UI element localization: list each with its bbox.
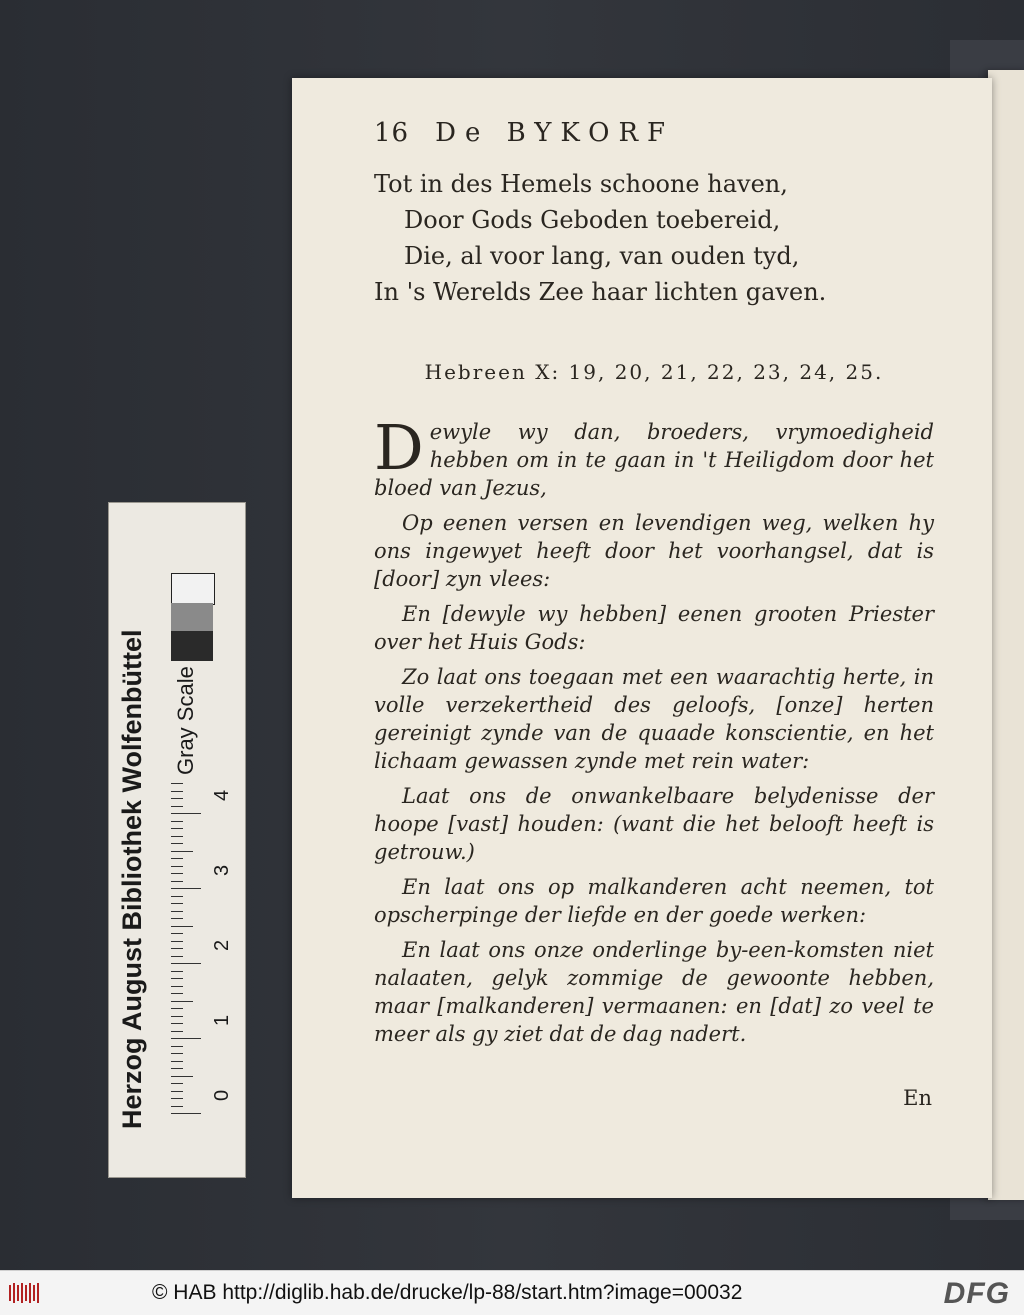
ruler-tick [171,956,183,957]
ruler-tick [171,896,183,897]
ruler-tick [171,798,183,799]
ruler-tick [171,1061,183,1062]
gray-scale-ruler [108,502,246,1178]
verse-line: In 's Werelds Zee haar lichten gaven. [374,278,827,306]
gray-swatch-light [171,573,215,605]
dfg-logo: DFG [943,1277,1010,1310]
running-title: De BYKORF [435,118,675,148]
ruler-number: 2 [211,939,233,951]
paragraph [374,411,934,502]
ruler-tick [171,1113,201,1114]
ruler-tick [171,926,193,927]
gray-scale-label: Gray Scale [173,666,198,775]
verse-line: Tot in des Hemels schoone haven, [374,170,788,198]
ruler-tick [171,851,193,852]
gray-swatch-dark [171,631,213,661]
ruler-tick [171,866,183,867]
paragraph: En [dewyle wy hebben] eenen grooten Priester over het Huis Gods: [374,602,934,654]
ruler-tick [171,1098,183,1099]
hab-logo-icon [8,1281,42,1305]
ruler-tick [171,986,183,987]
catchword: En [903,1086,932,1110]
copyright-url: © HAB http://diglib.hab.de/drucke/lp-88/start.htm?image=00032 [152,1281,743,1304]
ruler-tick [171,903,183,904]
ruler-tick [171,836,183,837]
ruler-tick [171,843,183,844]
verse-stanza [374,166,934,310]
ruler-tick [171,1008,183,1009]
scripture-reference: Hebreen X: 19, 20, 21, 22, 23, 24, 25. [424,360,884,384]
ruler-tick [171,1046,183,1047]
ruler-number: 4 [211,789,233,801]
ruler-tick [171,911,183,912]
ruler-tick [171,933,183,934]
ruler-tick [171,1001,193,1002]
ruler-tick [171,791,183,792]
ruler-number: 3 [211,864,233,876]
scripture-text [374,411,934,1055]
ruler-tick [171,1023,183,1024]
paragraph: Laat ons de onwankelbaare belydenisse der hoope [vast] houden: (want die het belooft heeft is getrouw.) [374,784,934,864]
gray-swatch-mid [171,603,213,631]
ruler-tick [171,1068,183,1069]
ruler-tick [171,1083,183,1084]
ruler-tick [171,881,183,882]
ruler-tick [171,993,183,994]
ruler-tick [171,821,183,822]
paragraph-text: ewyle wy dan, broeders, vrymoedigheid hebben om in te gaan in 't Heiligdom door het bloed van Jezus, [374,420,934,500]
ruler-tick [171,941,183,942]
ruler-tick [171,1091,183,1092]
library-name: Herzog August Bibliothek Wolfenbüttel [117,629,147,1129]
ruler-tick [171,1031,183,1032]
ruler-ticks [171,785,205,1125]
running-header [374,118,934,148]
ruler-tick [171,888,201,889]
ruler-tick [171,783,183,784]
drop-cap: D [374,411,424,484]
facing-page-edge [988,70,1024,1200]
ruler-tick [171,978,183,979]
ruler-tick [171,1076,193,1077]
footer-bar [0,1270,1024,1315]
book-page [292,78,992,1198]
ruler-tick [171,813,201,814]
ruler-tick [171,1053,183,1054]
ruler-tick [171,828,183,829]
ruler-tick [171,858,183,859]
ruler-tick [171,806,183,807]
ruler-tick [171,873,183,874]
ruler-tick [171,971,183,972]
verse-line: Die, al voor lang, van ouden tyd, [404,242,800,270]
ruler-tick [171,948,183,949]
paragraph: En laat ons op malkanderen acht neemen, tot opscherpinge der liefde en der goede werken: [374,875,934,927]
paragraph: En laat ons onze onderlinge by-een-komsten niet nalaaten, gelyk zommige de gewoonte hebben, maar [malkanderen] vermaanen: en [dat] zo veel te meer als gy ziet dat de dag nadert. [374,938,934,1046]
paragraph: Zo laat ons toegaan met een waarachtig herte, in volle verzekertheid des geloofs, [onze] herten gereinigt zynde van de quaade konscientie, en het lichaam gewassen zynde met rein water: [374,665,934,773]
paragraph: Op eenen versen en levendigen weg, welken hy ons ingewyet heeft door het voorhangsel, dat is [door] zyn vlees: [374,511,934,591]
ruler-tick [171,1016,183,1017]
ruler-tick [171,963,201,964]
ruler-tick [171,1038,201,1039]
ruler-number: 1 [211,1014,233,1026]
page-number: 16 [374,118,410,148]
ruler-tick [171,918,183,919]
ruler-tick [171,1106,183,1107]
ruler-number: 0 [211,1089,233,1101]
verse-line: Door Gods Geboden toebereid, [404,206,781,234]
